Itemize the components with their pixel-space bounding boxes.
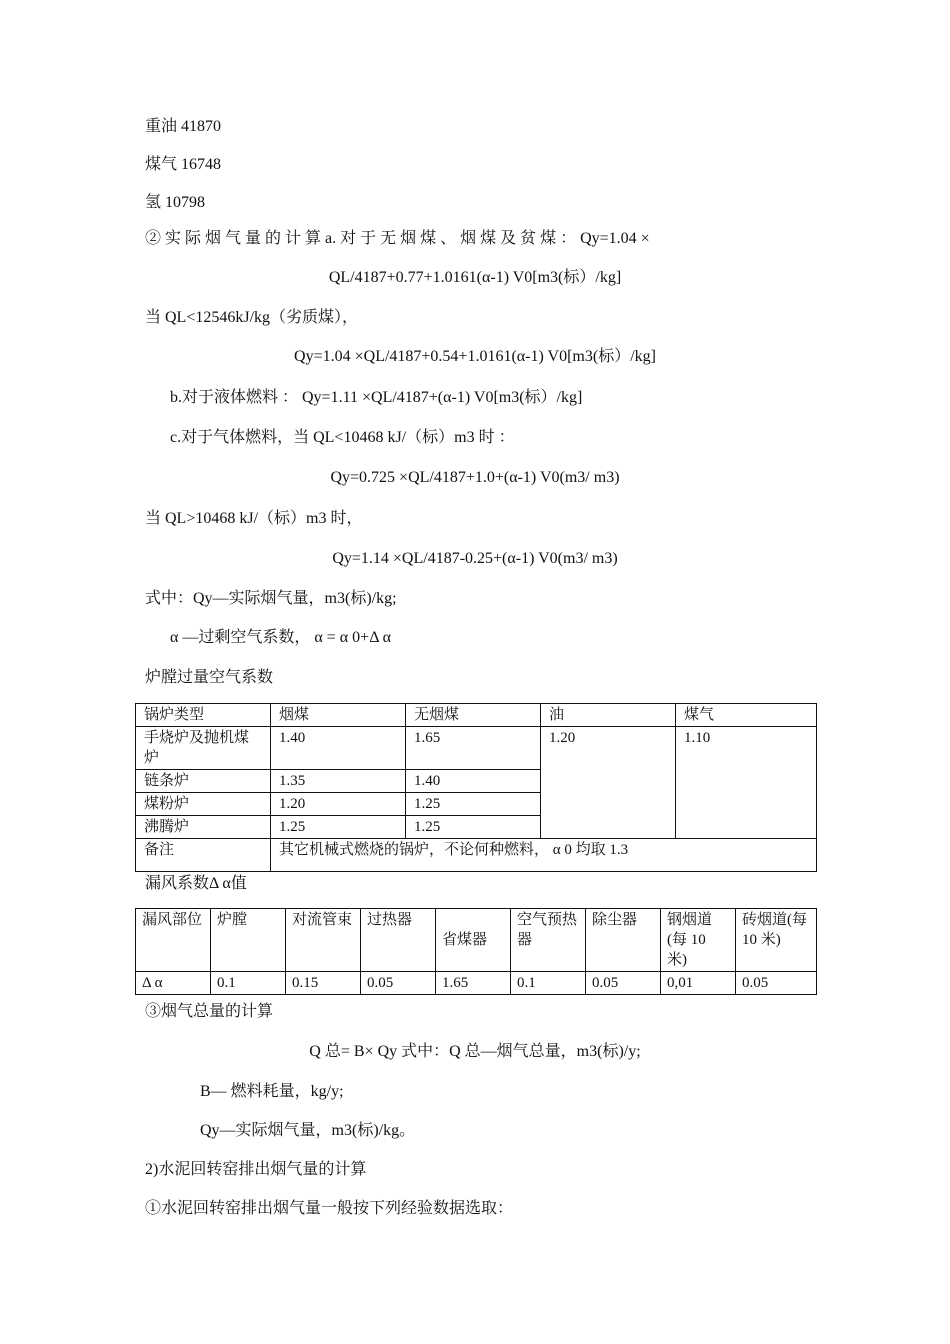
formula-gas-high: Qy=1.14 ×QL/4187-0.25+(α-1) V0(m3/ m3) — [332, 550, 618, 567]
note-text-cell: 其它机械式燃烧的锅炉，不论何种燃料， α 0 均取 1.3 — [271, 839, 817, 872]
table-row — [136, 727, 817, 770]
table-header-cell: 省煤器 — [436, 909, 511, 972]
table1-caption: 炉膛过量空气系数 — [145, 669, 274, 686]
table-header-cell: 砖烟道(每 10 米) — [736, 909, 817, 972]
table-header-cell: 无烟煤 — [406, 704, 541, 727]
gas-fuel-condition: c.对于气体燃料，当 QL<10468 kJ/（标）m3 时 ： — [170, 429, 515, 446]
formula-liquid-fuel: b.对于液体燃料 ： Qy=1.11 ×QL/4187+(α-1) V0[m3(标）/kg] — [170, 389, 583, 406]
table-header-cell: 煤气 — [676, 704, 817, 727]
table-header-cell: 空气预热器 — [511, 909, 586, 972]
fuel-heavy-oil: 重油 41870 — [145, 118, 222, 135]
symbol-qy: 式中：Qy—实际烟气量，m3(标)/kg; — [145, 590, 397, 607]
table-note-row — [136, 839, 817, 872]
table-cell: 0.05 — [736, 972, 817, 995]
table-cell: 1.40 — [271, 727, 406, 770]
table-cell: 1.65 — [436, 972, 511, 995]
table2-caption: 漏风系数Δ α值 — [145, 875, 247, 892]
actual-flue-gas-heading: ② 实 际 烟 气 量 的 计 算 a. 对 于 无 烟 煤 、 烟 煤 及 贫 煤 ： Qy=1.04 × — [145, 230, 650, 247]
table-cell: 手烧炉及抛机煤炉 — [136, 727, 271, 770]
table-header-cell: 烟煤 — [271, 704, 406, 727]
fuel-hydrogen: 氢 10798 — [145, 194, 206, 211]
table-header-cell: 锅炉类型 — [136, 704, 271, 727]
cement-kiln-note: ①水泥回转窑排出烟气量一般按下列经验数据选取： — [145, 1200, 514, 1217]
table-header-row — [136, 909, 817, 972]
gas-value-cell: 1.10 — [676, 727, 817, 839]
table-header-cell: 除尘器 — [586, 909, 661, 972]
total-flue-gas-heading: ③烟气总量的计算 — [145, 1003, 274, 1020]
table-cell: 1.25 — [271, 816, 406, 839]
note-label-cell: 备注 — [136, 839, 271, 872]
table-cell: 1.65 — [406, 727, 541, 770]
table-cell: 0.05 — [586, 972, 661, 995]
fuel-gas: 煤气 16748 — [145, 156, 222, 173]
table-header-cell: 漏风部位 — [136, 909, 211, 972]
table-header-row — [136, 704, 817, 727]
table-cell: 1.20 — [271, 793, 406, 816]
formula-gas-low: Qy=0.725 ×QL/4187+1.0+(α-1) V0(m3/ m3) — [330, 469, 620, 486]
table-cell: 1.25 — [406, 793, 541, 816]
table-cell: 0.1 — [211, 972, 286, 995]
formula-anthracite: QL/4187+0.77+1.0161(α-1) V0[m3(标）/kg] — [328, 269, 622, 286]
table-cell: Δ α — [136, 972, 211, 995]
table-row — [136, 972, 817, 995]
table-header-cell: 过热器 — [361, 909, 436, 972]
oil-value-cell: 1.20 — [541, 727, 676, 839]
table-cell: 0.05 — [361, 972, 436, 995]
air-leakage-table — [135, 908, 817, 995]
table-cell: 1.40 — [406, 770, 541, 793]
table-cell: 1.25 — [406, 816, 541, 839]
gas-fuel-high-condition: 当 QL>10468 kJ/（标）m3 时， — [145, 510, 363, 527]
symbol-b: B— 燃料耗量，kg/y; — [200, 1083, 344, 1100]
table-cell: 煤粉炉 — [136, 793, 271, 816]
table-cell: 0,01 — [661, 972, 736, 995]
symbol-alpha: α —过剩空气系数， α = α 0+Δ α — [170, 629, 391, 646]
formula-total-flue-gas: Q 总= B× Qy 式中：Q 总—烟气总量，m3(标)/y; — [309, 1043, 641, 1060]
table-cell: 链条炉 — [136, 770, 271, 793]
table-header-cell: 钢烟道(每 10 米) — [661, 909, 736, 972]
table-cell: 1.35 — [271, 770, 406, 793]
table-header-cell: 对流管束 — [286, 909, 361, 972]
excess-air-table — [135, 703, 817, 872]
table-header-cell: 炉膛 — [211, 909, 286, 972]
table-header-cell: 油 — [541, 704, 676, 727]
table-cell: 0.1 — [511, 972, 586, 995]
inferior-coal-condition: 当 QL<12546kJ/kg（劣质煤）， — [145, 309, 359, 326]
table-cell: 沸腾炉 — [136, 816, 271, 839]
cement-kiln-heading: 2)水泥回转窑排出烟气量的计算 — [145, 1161, 367, 1178]
symbol-qy-2: Qy—实际烟气量，m3(标)/kg。 — [200, 1122, 416, 1139]
formula-inferior-coal: Qy=1.04 ×QL/4187+0.54+1.0161(α-1) V0[m3(标）/kg] — [294, 348, 656, 365]
table-cell: 0.15 — [286, 972, 361, 995]
